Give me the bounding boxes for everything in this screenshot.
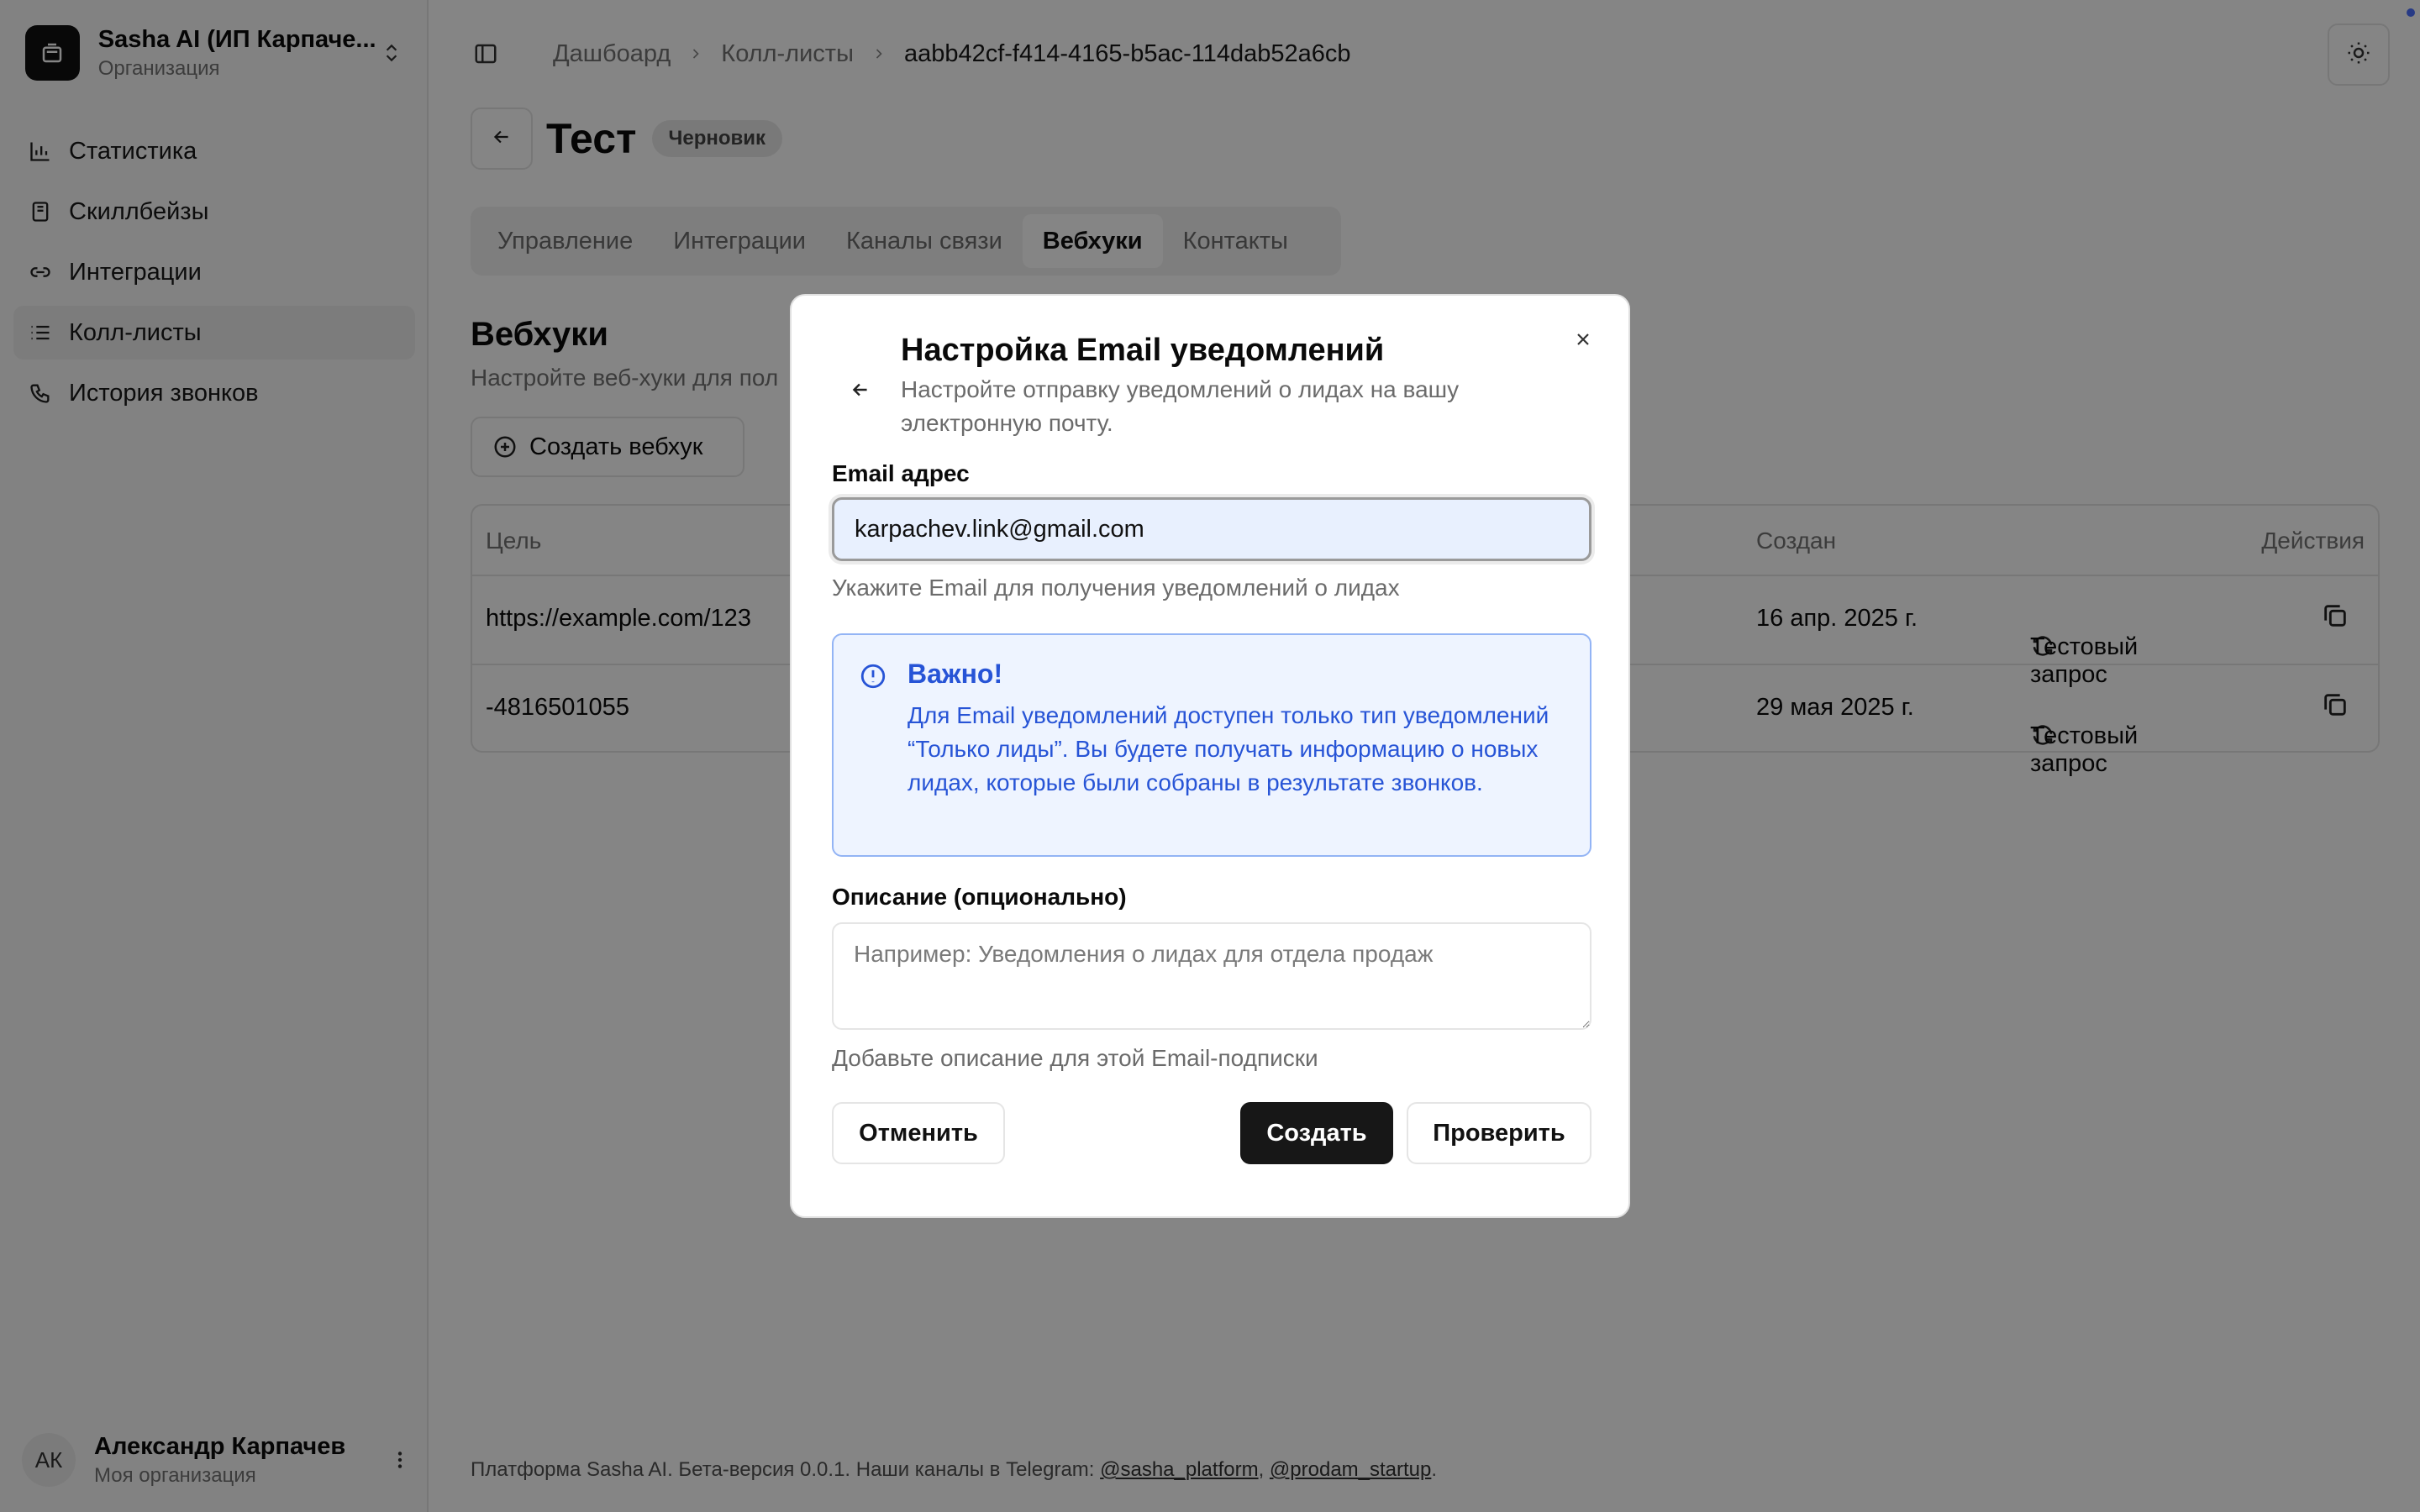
email-label: Email адрес <box>832 460 970 486</box>
info-circle-icon <box>859 662 887 690</box>
description-hint: Добавьте описание для этой Email-подписки <box>832 1045 1318 1071</box>
check-button[interactable]: Проверить <box>1407 1102 1591 1164</box>
table-row: https://example.com/123 16 апр. 2025 г. Тестовый запрос <box>472 576 2378 665</box>
sidebar-item-label: История звонков <box>69 379 259 407</box>
important-alert <box>832 633 1591 857</box>
create-webhook-label: Создать вебхук <box>529 433 703 460</box>
tab-management[interactable]: Управление <box>497 227 634 255</box>
breadcrumb-current: aabb42cf-f414-4165-b5ac-114dab52a6cb <box>903 39 1351 67</box>
email-notification-dialog <box>790 294 1630 1218</box>
status-badge: Черновик <box>652 120 783 157</box>
tab-integrations[interactable]: Интеграции <box>673 227 807 255</box>
email-hint: Укажите Email для получения уведомлений о лидах <box>832 575 1400 601</box>
user-name: Александр Карпачев <box>94 1432 346 1460</box>
email-field[interactable] <box>832 497 1591 561</box>
org-subtitle: Организация <box>97 56 220 80</box>
tab-webhooks[interactable]: Вебхуки <box>1023 214 1163 268</box>
alert-title: Важно! <box>908 659 1003 689</box>
table-row: -4816501055 29 мая 2025 г. Тестовый запрос <box>472 665 2378 754</box>
header-created: Создан <box>1756 528 1837 554</box>
page-title: Тест <box>546 115 637 162</box>
sidebar-item-label: Интеграции <box>69 258 202 286</box>
header-target: Цель <box>486 528 542 554</box>
close-icon[interactable] <box>1566 323 1600 356</box>
user-org: Моя организация <box>94 1463 256 1487</box>
section-subtitle: Настройте веб-хуки для пол <box>471 365 779 391</box>
dialog-description: Настройте отправку уведомлений о лидах на вашу электронную почту. <box>901 376 1460 436</box>
row-created: 16 апр. 2025 г. <box>1756 605 1918 632</box>
section-title: Вебхуки <box>471 316 608 353</box>
sidebar-item-label: Статистика <box>69 137 197 165</box>
sidebar-item-label: Колл-листы <box>69 318 202 346</box>
alert-text: Для Email уведомлений доступен только тип уведомлений “Только лиды”. Вы будете получать информацию о новых лидах, которые были собраны в результате звонков. <box>908 702 1549 795</box>
footer: Платформа Sasha AI. Бета-версия 0.0.1. Наши каналы в Telegram: @sasha_platform, @prodam_startup. <box>471 1458 1438 1481</box>
row-created: 29 мая 2025 г. <box>1756 694 1914 721</box>
cancel-button[interactable]: Отменить <box>832 1102 1005 1164</box>
tab-contacts[interactable]: Контакты <box>1182 227 1288 255</box>
telegram-link-startup[interactable]: @prodam_startup <box>1269 1458 1432 1481</box>
create-button[interactable]: Создать <box>1240 1102 1393 1164</box>
telegram-link-platform[interactable]: @sasha_platform <box>1100 1458 1259 1481</box>
row-target: -4816501055 <box>486 694 629 721</box>
org-name: Sasha AI (ИП Карпаче... <box>97 25 376 53</box>
row-target: https://example.com/123 <box>486 605 751 632</box>
description-field[interactable] <box>832 922 1591 1030</box>
description-label: Описание (опционально) <box>832 884 1127 910</box>
breadcrumb-dashboard[interactable]: Дашбоард <box>553 39 671 67</box>
header-actions: Действия <box>2261 528 2365 554</box>
sidebar-item-label: Скиллбейзы <box>69 197 209 225</box>
breadcrumb-call-lists[interactable]: Колл-листы <box>721 39 854 67</box>
dialog-title: Настройка Email уведомлений <box>901 333 1385 368</box>
tab-channels[interactable]: Каналы связи <box>846 227 1002 255</box>
arrow-left-icon[interactable] <box>844 373 877 407</box>
avatar: АК <box>22 1433 76 1487</box>
